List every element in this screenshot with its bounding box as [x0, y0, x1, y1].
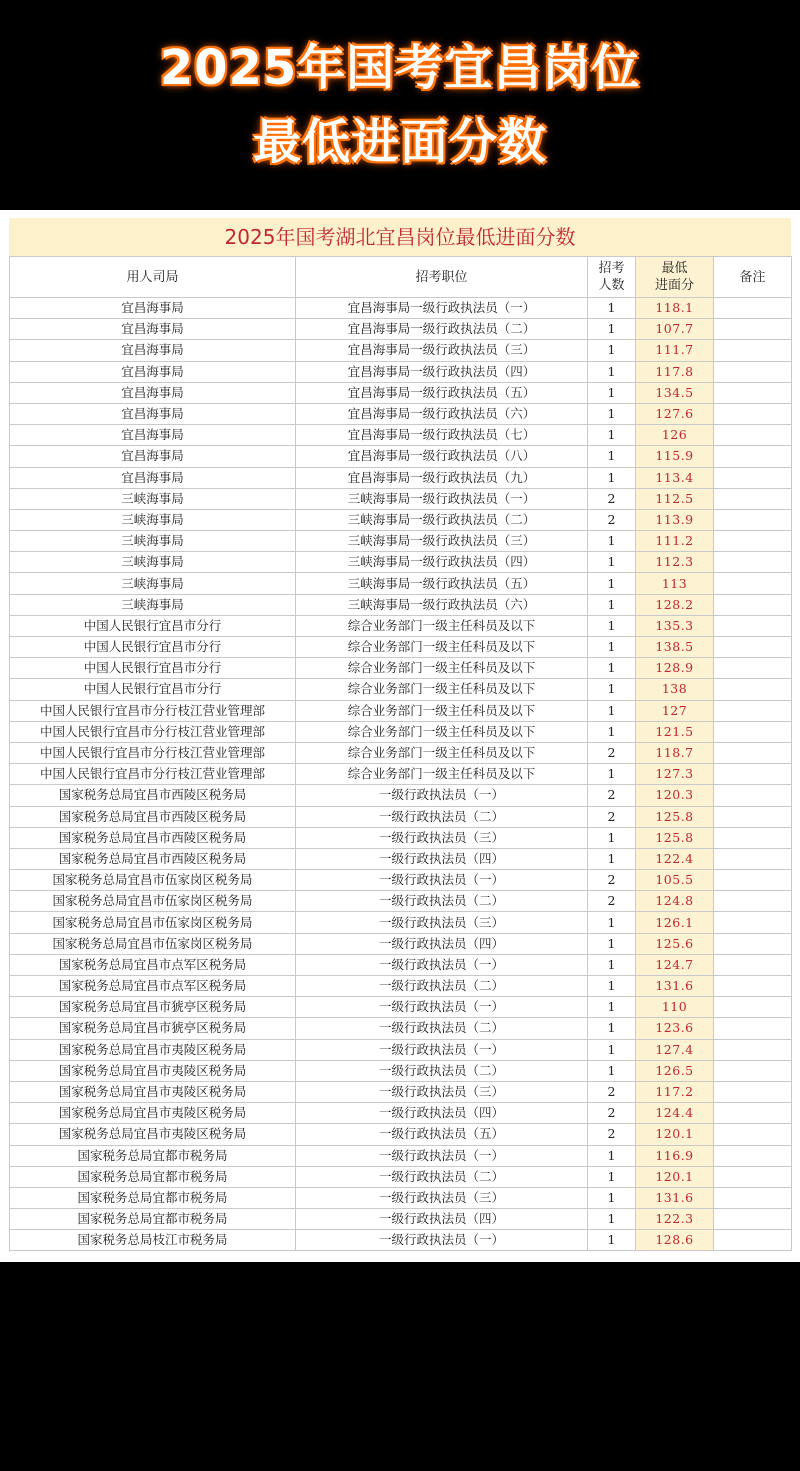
cell-position: 一级行政执法员（一）: [296, 1230, 588, 1251]
cell-position: 一级行政执法员（二）: [296, 806, 588, 827]
cell-note: [714, 679, 792, 700]
cell-count: 1: [588, 382, 636, 403]
cell-note: [714, 1166, 792, 1187]
cell-score: 127.4: [636, 1039, 714, 1060]
cell-position: 宜昌海事局一级行政执法员（九）: [296, 467, 588, 488]
cell-unit: 宜昌海事局: [10, 446, 296, 467]
cell-count: 1: [588, 298, 636, 319]
cell-score: 138.5: [636, 637, 714, 658]
cell-position: 一级行政执法员（三）: [296, 827, 588, 848]
cell-score: 131.6: [636, 1187, 714, 1208]
table-row: [10, 573, 792, 594]
cell-count: 1: [588, 1039, 636, 1060]
cell-count: 2: [588, 870, 636, 891]
table-row: [10, 615, 792, 636]
cell-score: 127.3: [636, 764, 714, 785]
cell-note: [714, 319, 792, 340]
cell-note: [714, 531, 792, 552]
cell-unit: 宜昌海事局: [10, 361, 296, 382]
table-row: [10, 1018, 792, 1039]
cell-position: 一级行政执法员（一）: [296, 785, 588, 806]
cell-count: 2: [588, 891, 636, 912]
table-row: [10, 467, 792, 488]
cell-score: 112.5: [636, 488, 714, 509]
cell-note: [714, 912, 792, 933]
cell-position: 三峡海事局一级行政执法员（一）: [296, 488, 588, 509]
table-row: [10, 848, 792, 869]
cell-unit: 国家税务总局宜昌市点军区税务局: [10, 976, 296, 997]
cell-position: 一级行政执法员（二）: [296, 1018, 588, 1039]
cell-unit: 国家税务总局宜都市税务局: [10, 1145, 296, 1166]
cell-position: 三峡海事局一级行政执法员（四）: [296, 552, 588, 573]
cell-score: 135.3: [636, 615, 714, 636]
cell-count: 1: [588, 552, 636, 573]
cell-count: 1: [588, 997, 636, 1018]
cell-unit: 宜昌海事局: [10, 467, 296, 488]
cell-position: 综合业务部门一级主任科员及以下: [296, 764, 588, 785]
cell-unit: 三峡海事局: [10, 531, 296, 552]
table-title: 2025年国考湖北宜昌岗位最低进面分数: [9, 218, 791, 256]
table-row: [10, 446, 792, 467]
cell-unit: 国家税务总局宜昌市西陵区税务局: [10, 827, 296, 848]
cell-count: 1: [588, 1230, 636, 1251]
cell-note: [714, 361, 792, 382]
table-row: [10, 1103, 792, 1124]
cell-count: 1: [588, 954, 636, 975]
table-row: [10, 488, 792, 509]
cell-score: 124.4: [636, 1103, 714, 1124]
cell-unit: 三峡海事局: [10, 594, 296, 615]
cell-unit: 国家税务总局宜昌市西陵区税务局: [10, 848, 296, 869]
cell-unit: 国家税务总局宜昌市夷陵区税务局: [10, 1103, 296, 1124]
cell-count: 1: [588, 1187, 636, 1208]
cell-unit: 国家税务总局宜昌市猇亭区税务局: [10, 997, 296, 1018]
cell-unit: 国家税务总局宜昌市伍家岗区税务局: [10, 912, 296, 933]
cell-note: [714, 806, 792, 827]
cell-note: [714, 764, 792, 785]
cell-count: 1: [588, 615, 636, 636]
score-sheet: [0, 210, 800, 1262]
cell-score: 118.1: [636, 298, 714, 319]
cell-score: 127: [636, 700, 714, 721]
cell-unit: 国家税务总局宜昌市西陵区税务局: [10, 785, 296, 806]
cell-unit: 中国人民银行宜昌市分行: [10, 615, 296, 636]
cell-score: 112.3: [636, 552, 714, 573]
table-row: [10, 298, 792, 319]
cell-note: [714, 1145, 792, 1166]
cell-unit: 中国人民银行宜昌市分行: [10, 658, 296, 679]
banner-title-line-2: 最低进面分数: [252, 114, 547, 170]
cell-score: 124.7: [636, 954, 714, 975]
cell-score: 120.1: [636, 1166, 714, 1187]
cell-unit: 中国人民银行宜昌市分行枝江营业管理部: [10, 764, 296, 785]
cell-score: 125.8: [636, 827, 714, 848]
cell-unit: 国家税务总局宜昌市夷陵区税务局: [10, 1060, 296, 1081]
cell-count: 2: [588, 806, 636, 827]
cell-count: 1: [588, 361, 636, 382]
cell-score: 121.5: [636, 721, 714, 742]
table-row: [10, 361, 792, 382]
cell-position: 一级行政执法员（二）: [296, 976, 588, 997]
table-row: [10, 891, 792, 912]
cell-score: 120.1: [636, 1124, 714, 1145]
cell-count: 1: [588, 933, 636, 954]
table-row: [10, 319, 792, 340]
cell-note: [714, 340, 792, 361]
cell-note: [714, 425, 792, 446]
cell-position: 综合业务部门一级主任科员及以下: [296, 615, 588, 636]
cell-count: 1: [588, 1060, 636, 1081]
cell-score: 128.9: [636, 658, 714, 679]
cell-note: [714, 467, 792, 488]
cell-score: 116.9: [636, 1145, 714, 1166]
cell-count: 2: [588, 742, 636, 763]
cell-note: [714, 403, 792, 424]
cell-score: 123.6: [636, 1018, 714, 1039]
cell-note: [714, 742, 792, 763]
cell-unit: 宜昌海事局: [10, 298, 296, 319]
cell-unit: 国家税务总局宜昌市西陵区税务局: [10, 806, 296, 827]
table-row: [10, 700, 792, 721]
title-banner: [0, 0, 800, 210]
cell-count: 2: [588, 488, 636, 509]
cell-position: 综合业务部门一级主任科员及以下: [296, 637, 588, 658]
header-count: 招考 人数: [588, 257, 636, 298]
cell-position: 一级行政执法员（四）: [296, 848, 588, 869]
cell-note: [714, 1187, 792, 1208]
cell-position: 一级行政执法员（三）: [296, 912, 588, 933]
cell-score: 122.3: [636, 1209, 714, 1230]
cell-count: 1: [588, 637, 636, 658]
cell-note: [714, 637, 792, 658]
cell-count: 2: [588, 1103, 636, 1124]
table-row: [10, 340, 792, 361]
cell-position: 宜昌海事局一级行政执法员（七）: [296, 425, 588, 446]
table-row: [10, 594, 792, 615]
cell-count: 1: [588, 340, 636, 361]
cell-position: 一级行政执法员（三）: [296, 1187, 588, 1208]
table-row: [10, 764, 792, 785]
cell-position: 三峡海事局一级行政执法员（三）: [296, 531, 588, 552]
cell-position: 一级行政执法员（四）: [296, 1209, 588, 1230]
cell-unit: 宜昌海事局: [10, 403, 296, 424]
table-row: [10, 806, 792, 827]
table-body: [10, 298, 792, 1251]
cell-score: 111.7: [636, 340, 714, 361]
cell-position: 一级行政执法员（一）: [296, 1039, 588, 1060]
cell-position: 综合业务部门一级主任科员及以下: [296, 721, 588, 742]
header-unit: 用人司局: [10, 257, 296, 298]
cell-note: [714, 594, 792, 615]
table-row: [10, 785, 792, 806]
cell-note: [714, 488, 792, 509]
cell-unit: 中国人民银行宜昌市分行: [10, 679, 296, 700]
cell-unit: 宜昌海事局: [10, 319, 296, 340]
cell-count: 1: [588, 976, 636, 997]
cell-count: 1: [588, 403, 636, 424]
cell-score: 131.6: [636, 976, 714, 997]
cell-count: 1: [588, 1166, 636, 1187]
cell-score: 126: [636, 425, 714, 446]
cell-position: 一级行政执法员（四）: [296, 1103, 588, 1124]
cell-note: [714, 1124, 792, 1145]
cell-count: 1: [588, 658, 636, 679]
table-row: [10, 1039, 792, 1060]
cell-note: [714, 615, 792, 636]
table-row: [10, 658, 792, 679]
cell-score: 115.9: [636, 446, 714, 467]
cell-score: 118.7: [636, 742, 714, 763]
cell-unit: 中国人民银行宜昌市分行: [10, 637, 296, 658]
table-row: [10, 912, 792, 933]
cell-count: 1: [588, 721, 636, 742]
cell-note: [714, 446, 792, 467]
cell-unit: 国家税务总局宜都市税务局: [10, 1209, 296, 1230]
table-row: [10, 1187, 792, 1208]
cell-note: [714, 891, 792, 912]
cell-position: 一级行政执法员（一）: [296, 954, 588, 975]
cell-unit: 国家税务总局宜昌市夷陵区税务局: [10, 1124, 296, 1145]
cell-position: 宜昌海事局一级行政执法员（一）: [296, 298, 588, 319]
cell-position: 三峡海事局一级行政执法员（二）: [296, 509, 588, 530]
cell-note: [714, 1060, 792, 1081]
cell-count: 1: [588, 848, 636, 869]
cell-note: [714, 1230, 792, 1251]
cell-position: 宜昌海事局一级行政执法员（八）: [296, 446, 588, 467]
cell-unit: 三峡海事局: [10, 573, 296, 594]
cell-score: 117.8: [636, 361, 714, 382]
cell-score: 113: [636, 573, 714, 594]
cell-score: 105.5: [636, 870, 714, 891]
table-row: [10, 1145, 792, 1166]
cell-position: 一级行政执法员（一）: [296, 997, 588, 1018]
cell-count: 1: [588, 531, 636, 552]
cell-note: [714, 785, 792, 806]
cell-note: [714, 954, 792, 975]
cell-note: [714, 997, 792, 1018]
cell-note: [714, 552, 792, 573]
cell-position: 综合业务部门一级主任科员及以下: [296, 700, 588, 721]
banner-title-line-1: 2025年国考宜昌岗位: [159, 40, 641, 96]
cell-note: [714, 1209, 792, 1230]
cell-note: [714, 658, 792, 679]
cell-note: [714, 700, 792, 721]
cell-unit: 中国人民银行宜昌市分行枝江营业管理部: [10, 700, 296, 721]
table-row: [10, 827, 792, 848]
cell-score: 128.2: [636, 594, 714, 615]
cell-unit: 三峡海事局: [10, 488, 296, 509]
score-table: [9, 256, 792, 1251]
cell-count: 2: [588, 1124, 636, 1145]
cell-position: 综合业务部门一级主任科员及以下: [296, 679, 588, 700]
cell-position: 一级行政执法员（四）: [296, 933, 588, 954]
cell-note: [714, 976, 792, 997]
cell-count: 2: [588, 785, 636, 806]
cell-unit: 中国人民银行宜昌市分行枝江营业管理部: [10, 742, 296, 763]
cell-unit: 国家税务总局宜昌市猇亭区税务局: [10, 1018, 296, 1039]
cell-unit: 国家税务总局宜昌市伍家岗区税务局: [10, 933, 296, 954]
table-row: [10, 1124, 792, 1145]
cell-position: 三峡海事局一级行政执法员（五）: [296, 573, 588, 594]
header-position: 招考职位: [296, 257, 588, 298]
cell-score: 125.8: [636, 806, 714, 827]
table-row: [10, 403, 792, 424]
cell-note: [714, 382, 792, 403]
cell-unit: 三峡海事局: [10, 509, 296, 530]
cell-position: 一级行政执法员（二）: [296, 1060, 588, 1081]
cell-count: 1: [588, 573, 636, 594]
table-row: [10, 382, 792, 403]
cell-position: 一级行政执法员（一）: [296, 870, 588, 891]
cell-count: 1: [588, 764, 636, 785]
cell-note: [714, 721, 792, 742]
cell-score: 120.3: [636, 785, 714, 806]
cell-note: [714, 1103, 792, 1124]
cell-score: 113.4: [636, 467, 714, 488]
cell-note: [714, 1081, 792, 1102]
cell-count: 1: [588, 1209, 636, 1230]
cell-position: 综合业务部门一级主任科员及以下: [296, 742, 588, 763]
cell-position: 一级行政执法员（二）: [296, 1166, 588, 1187]
cell-note: [714, 827, 792, 848]
table-row: [10, 637, 792, 658]
cell-count: 1: [588, 912, 636, 933]
cell-note: [714, 298, 792, 319]
cell-score: 126.5: [636, 1060, 714, 1081]
cell-count: 1: [588, 1145, 636, 1166]
table-row: [10, 509, 792, 530]
cell-score: 117.2: [636, 1081, 714, 1102]
cell-count: 2: [588, 1081, 636, 1102]
cell-unit: 宜昌海事局: [10, 425, 296, 446]
cell-score: 128.6: [636, 1230, 714, 1251]
cell-count: 1: [588, 679, 636, 700]
cell-position: 一级行政执法员（一）: [296, 1145, 588, 1166]
cell-score: 111.2: [636, 531, 714, 552]
cell-note: [714, 870, 792, 891]
table-row: [10, 721, 792, 742]
cell-position: 一级行政执法员（二）: [296, 891, 588, 912]
cell-score: 125.6: [636, 933, 714, 954]
cell-unit: 宜昌海事局: [10, 382, 296, 403]
table-row: [10, 1166, 792, 1187]
cell-count: 1: [588, 1018, 636, 1039]
table-row: [10, 976, 792, 997]
table-header-row: [10, 257, 792, 298]
cell-note: [714, 848, 792, 869]
cell-score: 126.1: [636, 912, 714, 933]
header-note: 备注: [714, 257, 792, 298]
cell-unit: 国家税务总局宜昌市夷陵区税务局: [10, 1081, 296, 1102]
table-row: [10, 1230, 792, 1251]
cell-score: 107.7: [636, 319, 714, 340]
table-row: [10, 425, 792, 446]
cell-count: 1: [588, 425, 636, 446]
table-row: [10, 997, 792, 1018]
table-row: [10, 1060, 792, 1081]
cell-count: 1: [588, 319, 636, 340]
cell-position: 宜昌海事局一级行政执法员（二）: [296, 319, 588, 340]
cell-note: [714, 1039, 792, 1060]
cell-unit: 国家税务总局宜昌市伍家岗区税务局: [10, 870, 296, 891]
cell-score: 124.8: [636, 891, 714, 912]
table-row: [10, 870, 792, 891]
cell-unit: 国家税务总局宜昌市夷陵区税务局: [10, 1039, 296, 1060]
cell-count: 1: [588, 700, 636, 721]
cell-unit: 国家税务总局宜昌市伍家岗区税务局: [10, 891, 296, 912]
cell-note: [714, 573, 792, 594]
table-row: [10, 552, 792, 573]
cell-position: 宜昌海事局一级行政执法员（六）: [296, 403, 588, 424]
cell-note: [714, 509, 792, 530]
cell-note: [714, 1018, 792, 1039]
cell-position: 宜昌海事局一级行政执法员（三）: [296, 340, 588, 361]
header-score: 最低 进面分: [636, 257, 714, 298]
cell-score: 113.9: [636, 509, 714, 530]
cell-note: [714, 933, 792, 954]
cell-score: 110: [636, 997, 714, 1018]
cell-position: 综合业务部门一级主任科员及以下: [296, 658, 588, 679]
cell-score: 134.5: [636, 382, 714, 403]
cell-score: 127.6: [636, 403, 714, 424]
table-row: [10, 954, 792, 975]
cell-count: 1: [588, 827, 636, 848]
table-row: [10, 531, 792, 552]
table-row: [10, 933, 792, 954]
table-row: [10, 1209, 792, 1230]
cell-score: 122.4: [636, 848, 714, 869]
cell-position: 宜昌海事局一级行政执法员（四）: [296, 361, 588, 382]
cell-position: 三峡海事局一级行政执法员（六）: [296, 594, 588, 615]
cell-unit: 三峡海事局: [10, 552, 296, 573]
cell-count: 1: [588, 467, 636, 488]
cell-position: 一级行政执法员（三）: [296, 1081, 588, 1102]
table-row: [10, 1081, 792, 1102]
cell-unit: 国家税务总局宜都市税务局: [10, 1187, 296, 1208]
cell-count: 2: [588, 509, 636, 530]
cell-position: 宜昌海事局一级行政执法员（五）: [296, 382, 588, 403]
table-row: [10, 679, 792, 700]
cell-unit: 国家税务总局宜都市税务局: [10, 1166, 296, 1187]
cell-count: 1: [588, 594, 636, 615]
cell-unit: 国家税务总局宜昌市点军区税务局: [10, 954, 296, 975]
cell-unit: 中国人民银行宜昌市分行枝江营业管理部: [10, 721, 296, 742]
cell-count: 1: [588, 446, 636, 467]
cell-unit: 国家税务总局枝江市税务局: [10, 1230, 296, 1251]
cell-score: 138: [636, 679, 714, 700]
cell-unit: 宜昌海事局: [10, 340, 296, 361]
table-row: [10, 742, 792, 763]
cell-position: 一级行政执法员（五）: [296, 1124, 588, 1145]
